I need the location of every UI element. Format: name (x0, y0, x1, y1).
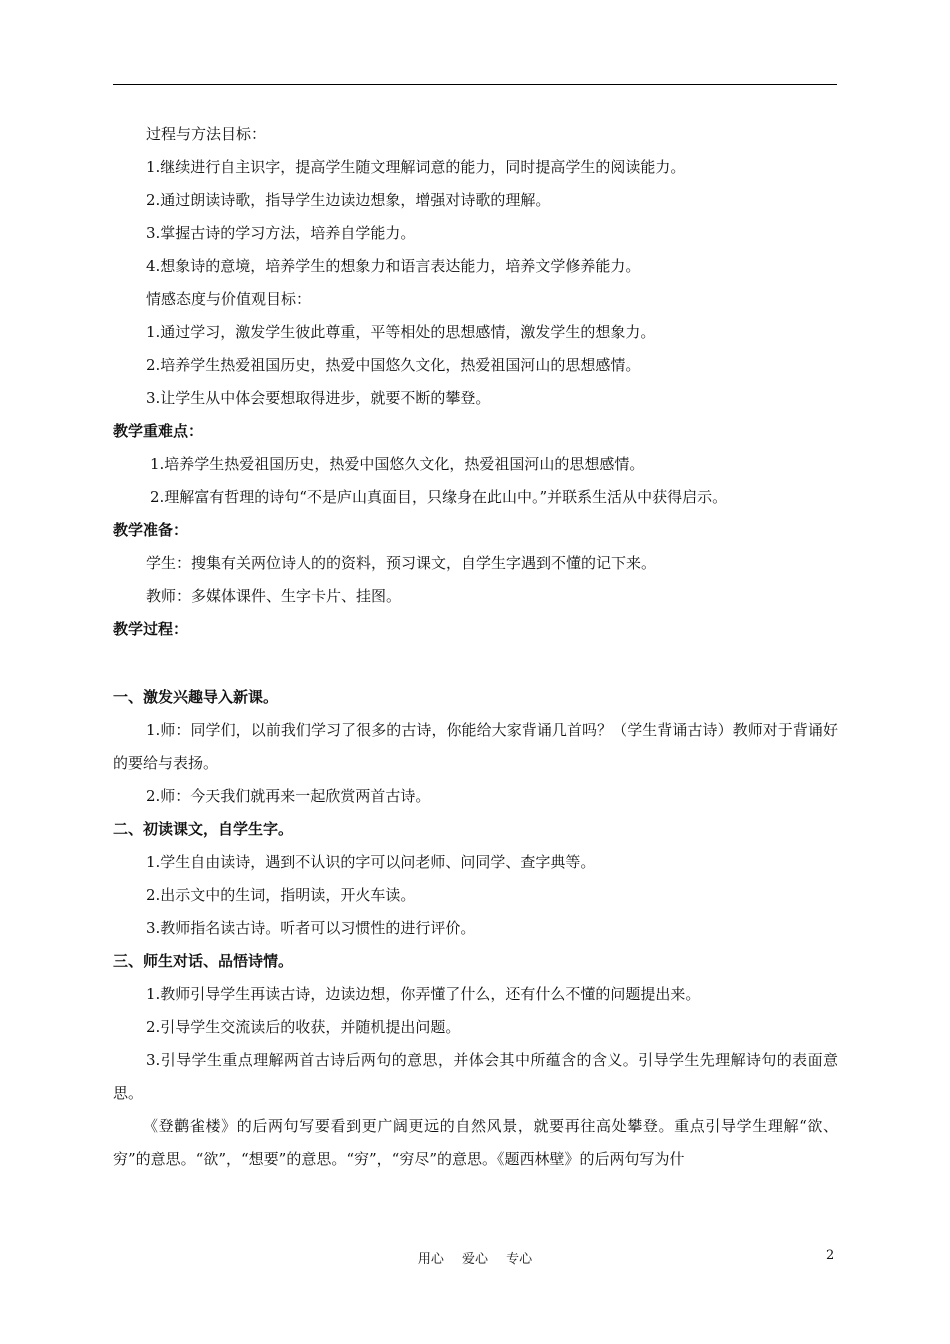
objective-item: 3.让学生从中体会要想取得进步，就要不断的攀登。 (146, 389, 491, 407)
blank-line (113, 646, 838, 681)
objective-item: 2.通过朗读诗歌，指导学生边读边想象，增强对诗歌的理解。 (146, 191, 551, 209)
objective-item: 1.继续进行自主识字，提高学生随文理解词意的能力，同时提高学生的阅读能力。 (146, 158, 686, 176)
key-points-heading: 教学重难点： (113, 422, 204, 440)
preparation-item: 教师：多媒体课件、生字卡片、挂图。 (146, 587, 402, 605)
key-point-item: 2.理解富有哲理的诗句“不是庐山真面目，只缘身在此山中。”并联系生活从中获得启示。 (150, 488, 728, 506)
paragraph: 2.引导学生交流读后的收获，并随机提出问题。 (146, 1018, 461, 1036)
objective-item: 2.培养学生热爱祖国历史，热爱中国悠久文化，热爱祖国河山的思想感情。 (146, 356, 641, 374)
preparation-heading: 教学准备： (113, 521, 189, 539)
document-body (113, 118, 838, 1176)
section-heading: 一、激发兴趣导入新课。 (113, 688, 279, 706)
section-heading: 二、初读课文，自学生字。 (113, 820, 294, 838)
objective-item: 1.通过学习，激发学生彼此尊重，平等相处的思想感情，激发学生的想象力。 (146, 323, 656, 341)
objectives-emotion-heading: 情感态度与价值观目标： (146, 290, 312, 308)
preparation-item: 学生：搜集有关两位诗人的的资料，预习课文，自学生字遇到不懂的记下来。 (146, 554, 657, 572)
section-heading: 三、师生对话、品悟诗情。 (113, 952, 294, 970)
process-heading: 教学过程： (113, 620, 189, 638)
paragraph: 1.学生自由读诗，遇到不认识的字可以问老师、问同学、查字典等。 (146, 853, 596, 871)
paragraph: 1.师：同学们，以前我们学习了很多的古诗，你能给大家背诵几首吗？（学生背诵古诗）教师对于背诵好的要给与表扬。 (113, 721, 838, 772)
paragraph: 1.教师引导学生再读古诗，边读边想，你弄懂了什么，还有什么不懂的问题提出来。 (146, 985, 701, 1003)
objective-item: 4.想象诗的意境，培养学生的想象力和语言表达能力，培养文学修养能力。 (146, 257, 641, 275)
paragraph: 3.引导学生重点理解两首古诗后两句的意思，并体会其中所蕴含的含义。引导学生先理解诗句的表面意思。 (113, 1051, 838, 1102)
page-number: 2 (826, 1248, 835, 1263)
objectives-process-heading: 过程与方法目标： (146, 125, 267, 143)
key-point-item: 1.培养学生热爱祖国历史，热爱中国悠久文化，热爱祖国河山的思想感情。 (150, 455, 645, 473)
header-rule (113, 84, 837, 85)
paragraph: 《登鹳雀楼》的后两句写要看到更广阔更远的自然风景，就要再往高处攀登。重点引导学生理解“欲、穷”的意思。“欲”，“想要”的意思。“穷”，“穷尽”的意思。《题西林壁》的后两句写为什 (113, 1117, 838, 1168)
paragraph: 2.出示文中的生词，指明读，开火车读。 (146, 886, 416, 904)
paragraph: 2.师：今天我们就再来一起欣赏两首古诗。 (146, 787, 431, 805)
footer-motto: 用心 爱心 专心 (417, 1252, 533, 1267)
paragraph: 3.教师指名读古诗。听者可以习惯性的进行评价。 (146, 919, 476, 937)
objective-item: 3.掌握古诗的学习方法，培养自学能力。 (146, 224, 416, 242)
